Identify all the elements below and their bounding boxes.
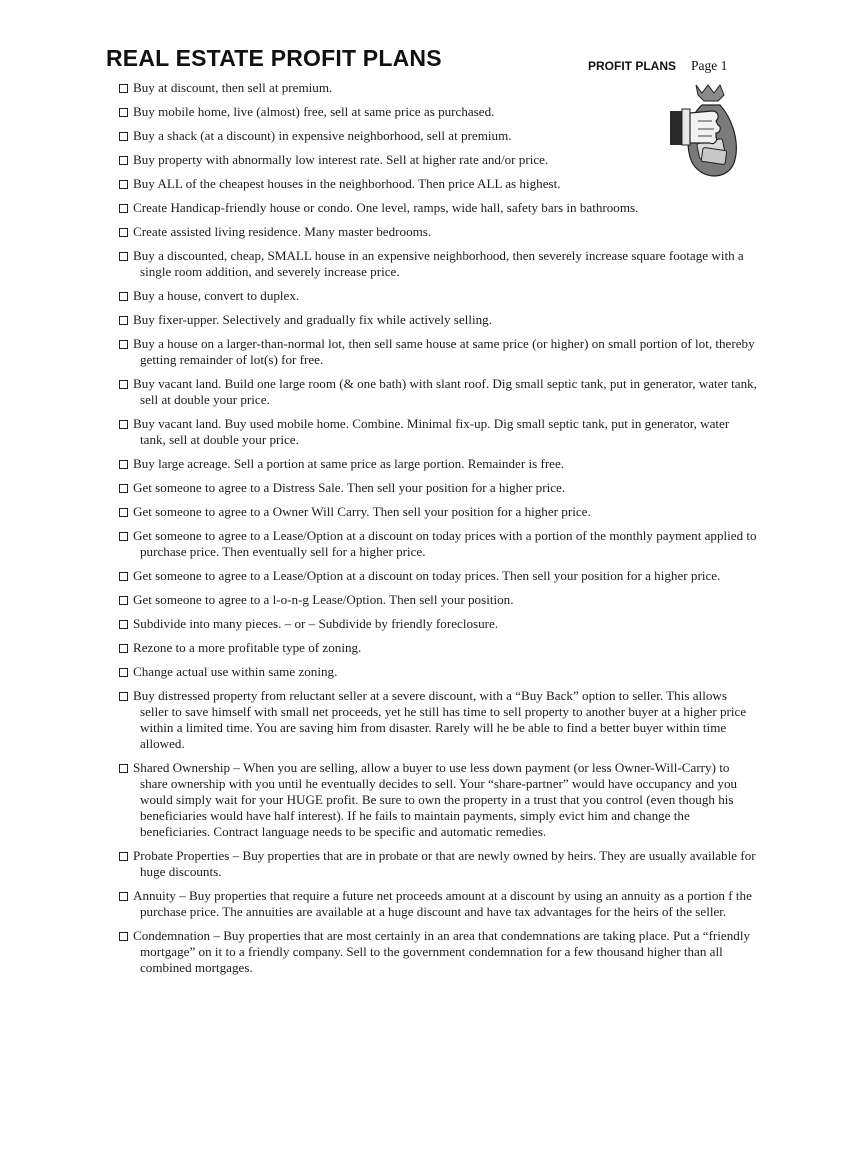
plan-item [104,568,758,584]
checkbox-icon[interactable] [119,852,128,861]
plan-item [104,928,758,976]
checkbox-icon[interactable] [119,292,128,301]
plan-item [104,80,758,96]
checkbox-icon[interactable] [119,932,128,941]
checkbox-icon[interactable] [119,316,128,325]
checkbox-icon[interactable] [119,252,128,261]
plan-item [104,592,758,608]
plan-item [104,128,758,144]
checkbox-icon[interactable] [119,340,128,349]
plan-item [104,312,758,328]
plan-item [104,200,758,216]
page-number: Page 1 [691,58,728,73]
checkbox-icon[interactable] [119,692,128,701]
plan-item [104,640,758,656]
plan-text: Buy vacant land. Build one large room (& one bath) with slant roof. Dig small septic tank, put in generator, water tank, sell at double your price. [133,376,757,407]
checkbox-icon[interactable] [119,532,128,541]
plan-text: Condemnation – Buy properties that are most certainly in an area that condemnations are taking place. Put a “friendly mortgage” on it to a friendly company. Sell to the government condemnation for a few thousand higher than all combined mortgages. [133,928,751,975]
plan-text: Buy vacant land. Buy used mobile home. Combine. Minimal fix-up. Dig small septic tank, put in generator, water tank, sell at double your price. [133,416,730,447]
checkbox-icon[interactable] [119,764,128,773]
plan-text: Get someone to agree to a Lease/Option at a discount on today prices. Then sell your position for a higher price. [133,568,721,583]
profit-plans-list [104,80,758,984]
checkbox-icon[interactable] [119,620,128,629]
checkbox-icon[interactable] [119,204,128,213]
plan-item [104,224,758,240]
plan-item [104,688,758,752]
checkbox-icon[interactable] [119,484,128,493]
checkbox-icon[interactable] [119,380,128,389]
plan-item [104,288,758,304]
plan-item [104,152,758,168]
plan-item [104,848,758,880]
page-title: REAL ESTATE PROFIT PLANS [106,45,442,71]
plan-text: Get someone to agree to a Distress Sale. Then sell your position for a higher price. [133,480,566,495]
plan-text: Create assisted living residence. Many master bedrooms. [133,224,432,239]
plan-item [104,176,758,192]
plan-text: Probate Properties – Buy properties that are in probate or that are newly owned by heirs. They are usually available for huge discounts. [133,848,756,879]
plan-text: Rezone to a more profitable type of zoning. [133,640,362,655]
checkbox-icon[interactable] [119,892,128,901]
plan-text: Buy fixer-upper. Selectively and gradually fix while actively selling. [133,312,492,327]
checkbox-icon[interactable] [119,644,128,653]
plan-text: Create Handicap-friendly house or condo. One level, ramps, wide hall, safety bars in bathrooms. [133,200,639,215]
plan-text: Subdivide into many pieces. – or – Subdivide by friendly foreclosure. [133,616,499,631]
plan-text: Buy large acreage. Sell a portion at same price as large portion. Remainder is free. [133,456,565,471]
plan-item [104,336,758,368]
checkbox-icon[interactable] [119,596,128,605]
section-label: PROFIT PLANS [588,59,677,73]
plan-item [104,528,758,560]
checkbox-icon[interactable] [119,228,128,237]
checkbox-icon[interactable] [119,108,128,117]
plan-text: Buy a house on a larger-than-normal lot, then sell same house at same price (or higher) on small portion of lot, thereby getting remainder of lot(s) for free. [133,336,755,367]
plan-item [104,376,758,408]
plan-text: Change actual use within same zoning. [133,664,338,679]
plan-text: Buy mobile home, live (almost) free, sell at same price as purchased. [133,104,495,119]
plan-item [104,888,758,920]
plan-text: Shared Ownership – When you are selling, allow a buyer to use less down payment (or less Owner-Will-Carry) to share ownership with you until he eventually decides to sell. Your “share-partner” would have occupancy and you would simply wait for your HUGE profit. Be sure to own the property in a trust that you control (even though his beneficiaries would have half interest). If he fails to maintain payments, simply evict him and change the beneficiaries. Contract language needs to be specific and automatic remedies. [133,760,738,839]
plan-text: Buy property with abnormally low interest rate. Sell at higher rate and/or price. [133,152,549,167]
plan-item [104,480,758,496]
checkbox-icon[interactable] [119,508,128,517]
checkbox-icon[interactable] [119,156,128,165]
plan-text: Annuity – Buy properties that require a future net proceeds amount at a discount by using an annuity as a portion f the purchase price. The annuities are available at a huge discount and have tax advantages for the heirs of the seller. [133,888,752,919]
plan-item [104,616,758,632]
checkbox-icon[interactable] [119,668,128,677]
plan-item [104,664,758,680]
checkbox-icon[interactable] [119,460,128,469]
plan-item [104,760,758,840]
plan-item [104,416,758,448]
plan-text: Buy a discounted, cheap, SMALL house in an expensive neighborhood, then severely increase square footage with a single room addition, and severely increase price. [133,248,744,279]
plan-item [104,248,758,280]
plan-text: Buy a house, convert to duplex. [133,288,300,303]
checkbox-icon[interactable] [119,132,128,141]
plan-text: Buy distressed property from reluctant seller at a severe discount, with a “Buy Back” option to seller. This allows seller to save himself with small net proceeds, yet he still has time to sell property to another buyer at a higher price within a limited time. You are saving him from disaster. Rarely will he be able to find a better buyer within time allowed. [133,688,747,751]
plan-text: Buy at discount, then sell at premium. [133,80,333,95]
checkbox-icon[interactable] [119,180,128,189]
plan-item [104,504,758,520]
plan-text: Get someone to agree to a Owner Will Carry. Then sell your position for a higher price. [133,504,591,519]
checkbox-icon[interactable] [119,420,128,429]
checkbox-icon[interactable] [119,572,128,581]
plan-item [104,104,758,120]
plan-text: Buy a shack (at a discount) in expensive neighborhood, sell at premium. [133,128,512,143]
checkbox-icon[interactable] [119,84,128,93]
plan-text: Get someone to agree to a Lease/Option at a discount on today prices with a portion of the monthly payment applied to purchase price. Then eventually sell for a higher price. [133,528,757,559]
plan-text: Buy ALL of the cheapest houses in the neighborhood. Then price ALL as highest. [133,176,561,191]
plan-text: Get someone to agree to a l-o-n-g Lease/Option. Then sell your position. [133,592,514,607]
plan-item [104,456,758,472]
page-header-right [588,57,727,75]
